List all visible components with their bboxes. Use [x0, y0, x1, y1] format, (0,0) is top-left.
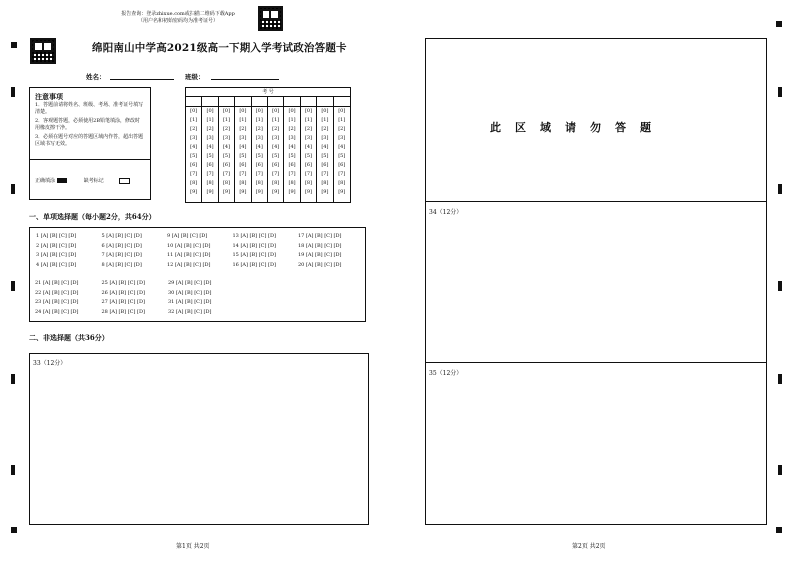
exam-digit-bubble[interactable]: [5] [338, 153, 346, 159]
timing-mark [11, 87, 15, 97]
exam-digit-bubble[interactable]: [9] [255, 189, 263, 195]
mc-question-row[interactable]: 13 [A] [B] [C] [D] [232, 233, 276, 239]
exam-digit-bubble[interactable]: [4] [338, 144, 346, 150]
exam-digit-bubble[interactable]: [5] [288, 153, 296, 159]
registration-mark [776, 527, 782, 533]
exam-digit-bubble[interactable]: [6] [255, 162, 263, 168]
exam-digit-bubble[interactable]: [6] [321, 162, 329, 168]
mc-question-row[interactable]: 19 [A] [B] [C] [D] [298, 252, 342, 258]
exam-digit-bubble[interactable]: [9] [222, 189, 231, 195]
name-field[interactable] [110, 72, 174, 80]
exam-digit-bubble[interactable]: [3] [206, 135, 214, 141]
mc-question-row[interactable]: 28 [A] [B] [C] [D] [101, 308, 145, 315]
exam-digit-bubble[interactable]: [5] [190, 153, 198, 159]
exam-digit-bubble[interactable]: [8] [255, 180, 263, 186]
exam-digit-bubble[interactable]: [8] [206, 180, 214, 186]
exam-digit-bubble[interactable]: [7] [190, 171, 198, 177]
exam-digit-bubble[interactable]: [1] [321, 117, 329, 123]
mc-question-row[interactable]: 11 [A] [B] [C] [D] [167, 252, 211, 258]
exam-digit-bubble[interactable]: [7] [304, 171, 313, 177]
mc-question-row[interactable]: 2 [A] [B] [C] [D] [36, 242, 77, 249]
exam-digit-bubble[interactable]: [4] [321, 144, 329, 150]
exam-digit-bubble[interactable]: [9] [338, 189, 346, 195]
exam-digit-bubble[interactable]: [5] [304, 153, 313, 159]
exam-digit-bubble[interactable]: [7] [206, 171, 214, 177]
section2-title: 二、非选择题（共36分） [29, 333, 109, 342]
exam-digit-column[interactable] [186, 107, 202, 202]
exam-digit-bubble[interactable]: [7] [222, 171, 231, 177]
exam-digit-column[interactable] [235, 107, 251, 202]
exam-digit-bubble[interactable]: [9] [206, 189, 214, 195]
exam-number-write-row[interactable] [186, 96, 350, 107]
class-label: 班级： [185, 73, 205, 81]
exam-digit-bubble[interactable]: [4] [239, 144, 247, 150]
mc-question-row[interactable]: 27 [A] [B] [C] [D] [101, 299, 145, 305]
exam-number-bubbles[interactable] [186, 107, 350, 202]
mc-question-row[interactable]: 17 [A] [B] [C] [D] [298, 233, 342, 239]
exam-digit-column[interactable] [268, 107, 284, 202]
notes-heading: 注意事项 [35, 92, 63, 101]
exam-digit-bubble[interactable]: [9] [321, 189, 329, 195]
mc-question-row[interactable]: 14 [A] [B] [C] [D] [232, 242, 276, 249]
exam-digit-bubble[interactable]: [1] [190, 117, 198, 123]
timing-mark [778, 87, 782, 97]
q35-label: 35（12分） [429, 370, 463, 377]
exam-digit-bubble[interactable]: [1] [338, 117, 346, 123]
exam-digit-bubble[interactable]: [1] [304, 117, 313, 123]
q34-label: 34（12分） [429, 209, 463, 216]
exam-digit-column[interactable] [219, 107, 235, 202]
mc-question-row[interactable]: 18 [A] [B] [C] [D] [298, 242, 342, 249]
mc-question-row[interactable]: 31 [A] [B] [C] [D] [168, 299, 212, 305]
page-title: 绵阳南山中学高2021级高一下期入学考试政治答题卡 [92, 42, 347, 54]
student-qr-code [30, 38, 56, 64]
exam-digit-bubble[interactable]: [8] [304, 180, 313, 186]
exam-digit-bubble[interactable]: [2] [255, 126, 263, 132]
page-number-2: 第2页 共2页 [572, 543, 606, 550]
exam-digit-column[interactable] [317, 107, 333, 202]
exam-digit-bubble[interactable]: [6] [338, 162, 346, 168]
exam-digit-bubble[interactable]: [5] [239, 153, 247, 159]
exam-digit-bubble[interactable]: [2] [239, 126, 247, 132]
exam-digit-bubble[interactable]: [2] [321, 126, 329, 132]
exam-digit-bubble[interactable]: [1] [239, 117, 247, 123]
exam-digit-bubble[interactable]: [1] [272, 117, 280, 123]
name-label: 姓名： [86, 73, 106, 81]
exam-digit-bubble[interactable]: [0] [190, 108, 198, 114]
exam-digit-column[interactable] [202, 107, 218, 202]
exam-digit-bubble[interactable]: [9] [272, 189, 280, 195]
class-field[interactable] [211, 72, 279, 80]
exam-digit-bubble[interactable]: [8] [222, 180, 231, 186]
exam-digit-bubble[interactable]: [6] [190, 162, 198, 168]
notes-item: 3．必须在题号对应的答题区域内作答，超出答题区域书写无效。 [35, 134, 144, 148]
timing-mark [11, 465, 15, 475]
exam-digit-bubble[interactable]: [4] [304, 144, 313, 150]
mc-question-row[interactable]: 23 [A] [B] [C] [D] [35, 299, 79, 305]
exam-digit-bubble[interactable]: [0] [239, 108, 247, 114]
absent-mark-box[interactable] [119, 178, 130, 184]
exam-digit-bubble[interactable]: [1] [222, 117, 231, 123]
exam-digit-bubble[interactable]: [4] [272, 144, 280, 150]
exam-digit-bubble[interactable]: [7] [255, 171, 263, 177]
mc-question-row[interactable]: 26 [A] [B] [C] [D] [101, 289, 145, 296]
exam-digit-bubble[interactable]: [4] [222, 144, 231, 150]
mc-question-row[interactable]: 15 [A] [B] [C] [D] [232, 252, 276, 258]
exam-digit-bubble[interactable]: [3] [239, 135, 247, 141]
exam-digit-bubble[interactable]: [6] [304, 162, 313, 168]
mc-question-row[interactable]: 10 [A] [B] [C] [D] [167, 242, 211, 249]
exam-digit-bubble[interactable]: [3] [304, 135, 313, 141]
exam-digit-bubble[interactable]: [3] [255, 135, 263, 141]
timing-mark [778, 374, 782, 384]
mc-question-row[interactable]: 7 [A] [B] [C] [D] [101, 252, 142, 258]
exam-digit-bubble[interactable]: [2] [288, 126, 296, 132]
mc-question-row[interactable]: 21 [A] [B] [C] [D] [35, 280, 79, 286]
mc-question-row[interactable]: 3 [A] [B] [C] [D] [36, 252, 77, 258]
exam-digit-bubble[interactable]: [6] [222, 162, 231, 168]
exam-digit-column[interactable] [334, 107, 350, 202]
fill-legend [35, 177, 130, 184]
exam-digit-bubble[interactable]: [2] [222, 126, 231, 132]
exam-digit-bubble[interactable]: [6] [239, 162, 247, 168]
exam-digit-bubble[interactable]: [0] [288, 108, 296, 114]
mc-question-row[interactable]: 30 [A] [B] [C] [D] [168, 289, 212, 296]
exam-digit-bubble[interactable]: [7] [288, 171, 296, 177]
mc-question-row[interactable]: 5 [A] [B] [C] [D] [101, 233, 142, 239]
exam-digit-column[interactable] [284, 107, 300, 202]
section1-title: 一、单项选择题（每小题2分，共64分） [29, 212, 156, 221]
mc-question-row[interactable]: 6 [A] [B] [C] [D] [101, 242, 142, 249]
app-qr-code[interactable] [258, 6, 283, 31]
mc-question-row[interactable]: 32 [A] [B] [C] [D] [168, 308, 212, 315]
exam-digit-bubble[interactable]: [3] [321, 135, 329, 141]
mc-question-row[interactable]: 4 [A] [B] [C] [D] [36, 261, 77, 268]
exam-digit-bubble[interactable]: [7] [321, 171, 329, 177]
exam-number-header: 考 号 [186, 88, 350, 97]
exam-digit-bubble[interactable]: [3] [222, 135, 231, 141]
exam-number-box [185, 87, 351, 203]
mc-question-row[interactable]: 9 [A] [B] [C] [D] [167, 233, 208, 239]
exam-digit-bubble[interactable]: [4] [288, 144, 296, 150]
exam-digit-bubble[interactable]: [8] [239, 180, 247, 186]
answer-box-q35[interactable] [425, 362, 767, 525]
exam-digit-bubble[interactable]: [0] [272, 108, 280, 114]
q33-label: 33（12分） [33, 360, 67, 367]
exam-digit-bubble[interactable]: [7] [338, 171, 346, 177]
timing-mark [778, 184, 782, 194]
mc-question-row[interactable]: 29 [A] [B] [C] [D] [168, 280, 212, 286]
exam-digit-bubble[interactable]: [5] [321, 153, 329, 159]
exam-digit-bubble[interactable]: [5] [222, 153, 231, 159]
registration-mark [776, 21, 782, 27]
exam-digit-bubble[interactable]: [2] [304, 126, 313, 132]
timing-mark [778, 281, 782, 291]
notes-item: 1．答题前请将姓名、班级、考场、准考证号填写清楚。 [35, 102, 144, 116]
report-notice-line1: 报告查询：登录zhixue.com或扫描二维码下载App [121, 11, 235, 17]
exam-digit-bubble[interactable]: [5] [206, 153, 214, 159]
mc-question-row[interactable]: 20 [A] [B] [C] [D] [298, 261, 342, 268]
exam-digit-bubble[interactable]: [8] [338, 180, 346, 186]
exam-digit-bubble[interactable]: [0] [304, 108, 313, 114]
mc-question-row[interactable]: 22 [A] [B] [C] [D] [35, 289, 79, 296]
exam-digit-bubble[interactable]: [0] [222, 108, 231, 114]
notes-item: 2．客观题答题，必须使用2B铅笔填涂，修改时用橡皮擦干净。 [35, 118, 141, 132]
exam-digit-bubble[interactable]: [4] [190, 144, 198, 150]
exam-digit-bubble[interactable]: [1] [255, 117, 263, 123]
exam-digit-bubble[interactable]: [4] [255, 144, 263, 150]
exam-digit-bubble[interactable]: [1] [206, 117, 214, 123]
exam-digit-bubble[interactable]: [3] [190, 135, 198, 141]
report-notice-line2: （用户名和初始密码均为准考证号） [137, 18, 218, 24]
answer-box-q34[interactable] [425, 201, 767, 363]
exam-digit-bubble[interactable]: [0] [206, 108, 214, 114]
exam-digit-bubble[interactable]: [2] [190, 126, 198, 132]
correct-fill-label: 正确填涂 [35, 178, 56, 184]
mc-question-row[interactable]: 24 [A] [B] [C] [D] [35, 308, 79, 315]
exam-digit-bubble[interactable]: [3] [288, 135, 296, 141]
exam-digit-bubble[interactable]: [9] [190, 189, 198, 195]
exam-digit-bubble[interactable]: [8] [190, 180, 198, 186]
mc-question-row[interactable]: 25 [A] [B] [C] [D] [101, 280, 145, 286]
exam-digit-bubble[interactable]: [7] [239, 171, 247, 177]
notes-box [29, 87, 151, 200]
correct-fill-sample [57, 178, 67, 183]
exam-digit-bubble[interactable]: [5] [255, 153, 263, 159]
registration-mark [11, 527, 17, 533]
exam-digit-bubble[interactable]: [8] [288, 180, 296, 186]
exam-digit-bubble[interactable]: [0] [338, 108, 346, 114]
exam-digit-bubble[interactable]: [8] [321, 180, 329, 186]
report-notice [113, 11, 243, 25]
timing-mark [11, 374, 15, 384]
exam-digit-bubble[interactable]: [2] [338, 126, 346, 132]
no-answer-text: 此区域请勿答题 [490, 121, 665, 134]
exam-digit-column[interactable] [252, 107, 268, 202]
registration-mark [11, 42, 17, 48]
page-number-1: 第1页 共2页 [176, 543, 210, 550]
exam-digit-bubble[interactable]: [6] [288, 162, 296, 168]
exam-digit-bubble[interactable]: [2] [206, 126, 214, 132]
exam-digit-bubble[interactable]: [9] [239, 189, 247, 195]
answer-box-q33[interactable] [29, 353, 369, 525]
exam-digit-bubble[interactable]: [0] [321, 108, 329, 114]
exam-digit-column[interactable] [301, 107, 317, 202]
mc-question-row[interactable]: 1 [A] [B] [C] [D] [36, 233, 77, 239]
exam-digit-bubble[interactable]: [4] [206, 144, 214, 150]
timing-mark [11, 281, 15, 291]
exam-digit-bubble[interactable]: [1] [288, 117, 296, 123]
timing-mark [11, 184, 15, 194]
exam-digit-bubble[interactable]: [2] [272, 126, 280, 132]
exam-digit-bubble[interactable]: [3] [338, 135, 346, 141]
timing-mark [778, 465, 782, 475]
exam-digit-bubble[interactable]: [5] [272, 153, 280, 159]
mc-question-row[interactable]: 12 [A] [B] [C] [D] [167, 261, 211, 268]
exam-digit-bubble[interactable]: [6] [206, 162, 214, 168]
absent-mark-label: 缺考标记 [83, 178, 104, 184]
exam-digit-bubble[interactable]: [0] [255, 108, 263, 114]
no-answer-region [425, 38, 767, 202]
exam-digit-bubble[interactable]: [3] [272, 135, 280, 141]
exam-digit-bubble[interactable]: [9] [304, 189, 313, 195]
exam-digit-bubble[interactable]: [7] [272, 171, 280, 177]
mc-question-row[interactable]: 16 [A] [B] [C] [D] [232, 261, 276, 268]
exam-digit-bubble[interactable]: [9] [288, 189, 296, 195]
exam-digit-bubble[interactable]: [8] [272, 180, 280, 186]
mc-answer-area [29, 227, 366, 322]
mc-question-row[interactable]: 8 [A] [B] [C] [D] [101, 261, 142, 268]
exam-digit-bubble[interactable]: [6] [272, 162, 280, 168]
